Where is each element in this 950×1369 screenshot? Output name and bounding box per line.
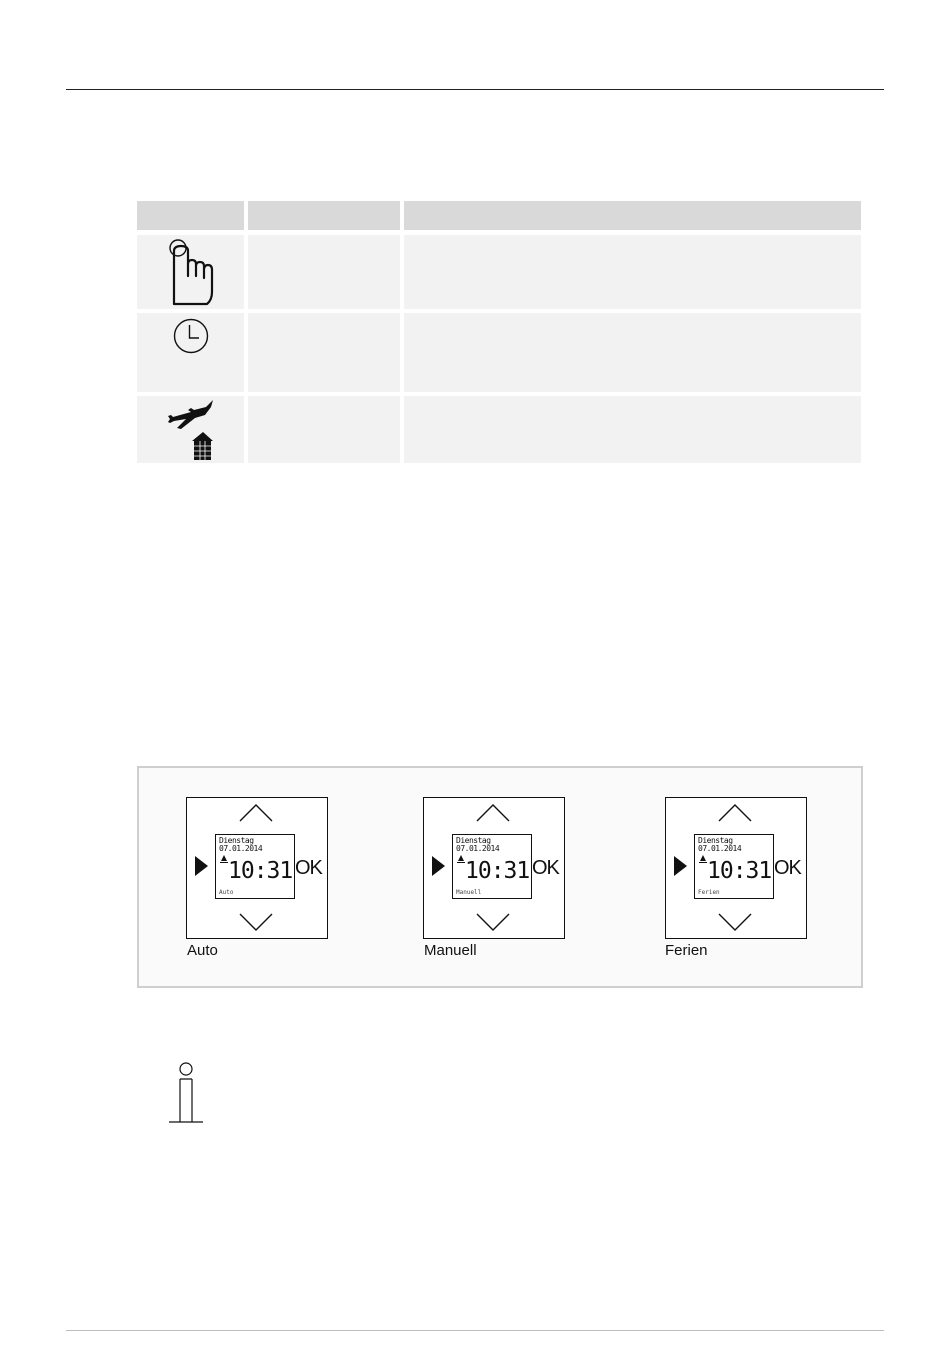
clock-icon: [173, 318, 209, 354]
device-manual: [423, 797, 565, 939]
device-holiday: [665, 797, 807, 939]
lcd-time: 10:31: [465, 858, 530, 884]
play-arrow-icon[interactable]: [432, 856, 445, 876]
hand-pointer-icon: [167, 238, 217, 308]
chevron-down-icon[interactable]: [718, 913, 752, 931]
bell-icon: [457, 855, 465, 863]
chevron-up-icon[interactable]: [239, 804, 273, 822]
table-row-auto: [137, 313, 861, 392]
lcd-display: [215, 834, 295, 899]
device-caption: Ferien: [665, 942, 708, 959]
lcd-display: [694, 834, 774, 899]
lcd-time: 10:31: [228, 858, 293, 884]
ok-button[interactable]: OK: [295, 857, 322, 879]
play-arrow-icon[interactable]: [674, 856, 687, 876]
lcd-date: 07.01.2014: [219, 844, 263, 853]
bell-icon: [220, 855, 228, 863]
bell-icon: [699, 855, 707, 863]
chevron-down-icon[interactable]: [239, 913, 273, 931]
header-cell-mode: [248, 201, 400, 230]
table-row-manual: [137, 235, 861, 309]
lcd-mode: Auto: [219, 889, 234, 896]
lcd-day: Dienstag: [698, 836, 733, 845]
lcd-date: 07.01.2014: [698, 844, 742, 853]
lcd-date: 07.01.2014: [456, 844, 500, 853]
chevron-up-icon[interactable]: [476, 804, 510, 822]
mode-display-figure: [137, 766, 863, 988]
lcd-day: Dienstag: [456, 836, 491, 845]
device-auto: [186, 797, 328, 939]
device-caption: Auto: [187, 942, 218, 959]
lcd-time: 10:31: [707, 858, 772, 884]
device-caption: Manuell: [424, 942, 477, 959]
chevron-down-icon[interactable]: [476, 913, 510, 931]
lcd-mode: Manuell: [456, 889, 482, 896]
lcd-day: Dienstag: [219, 836, 254, 845]
footer-rule: [66, 1330, 884, 1331]
header-rule: [66, 89, 884, 90]
info-icon: [168, 1061, 204, 1125]
lcd-display: [452, 834, 532, 899]
chevron-up-icon[interactable]: [718, 804, 752, 822]
ok-button[interactable]: OK: [774, 857, 801, 879]
ok-button[interactable]: OK: [532, 857, 559, 879]
table-header-row: [137, 201, 861, 230]
lcd-mode: Ferien: [698, 889, 720, 896]
airplane-house-icon: [167, 398, 217, 462]
play-arrow-icon[interactable]: [195, 856, 208, 876]
header-cell-description: [404, 201, 861, 230]
table-row-holiday: [137, 396, 861, 463]
header-cell-symbol: [137, 201, 244, 230]
